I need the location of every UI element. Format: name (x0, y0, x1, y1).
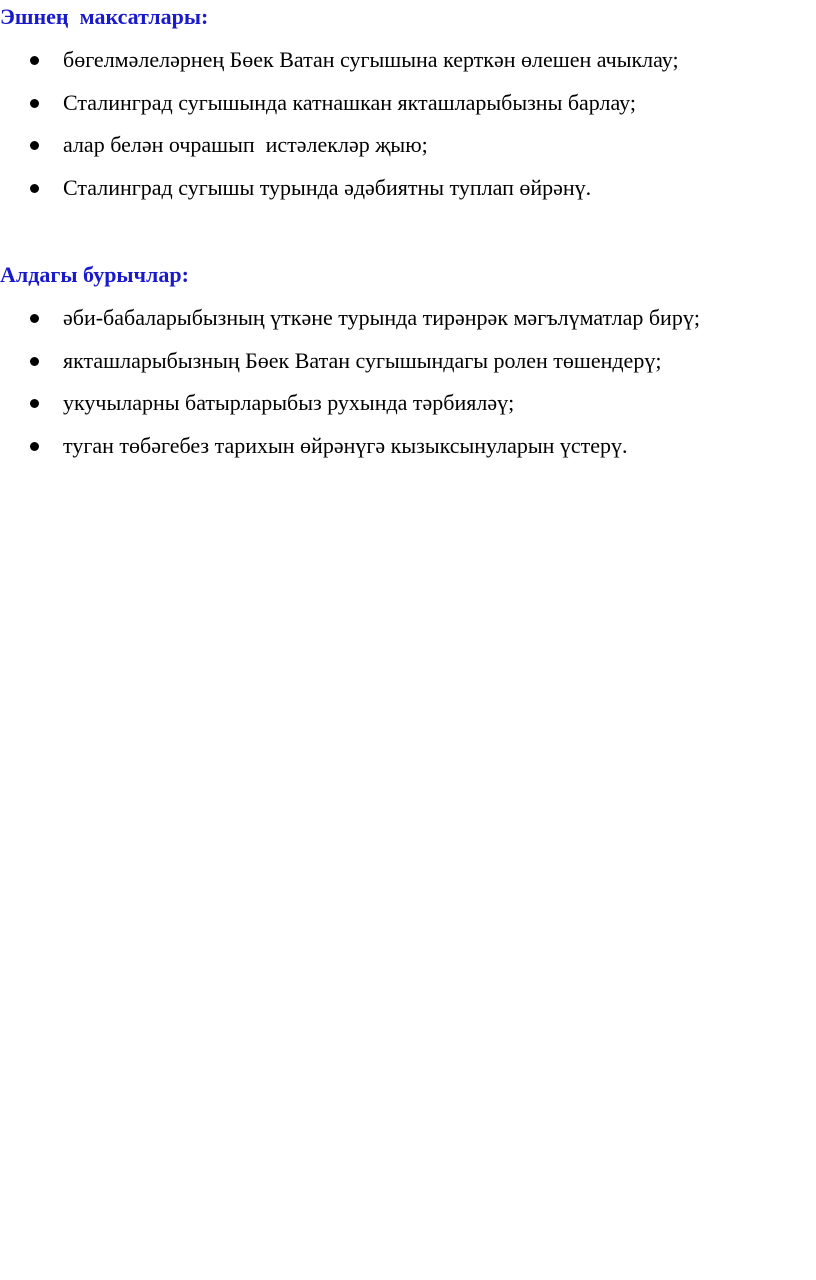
list-item-text: әби-бабаларыбызның үткәне турында тирәнрәк мәгълүматлар бирү; (63, 305, 700, 330)
goals-heading: Эшнең максатлары: (0, 4, 209, 29)
list-item (0, 47, 679, 90)
bullet-icon (30, 99, 39, 108)
list-item-text: бөгелмәлеләрнең Бөек Ватан сугышына керткән өлешен ачыклау; (63, 47, 679, 72)
bullet-icon (30, 141, 39, 150)
bullet-icon (30, 56, 39, 65)
bullet-icon (30, 442, 39, 451)
tasks-list (0, 305, 700, 475)
list-item-text: якташларыбызның Бөек Ватан сугышындагы ролен төшендерү; (63, 347, 662, 373)
list-item-text: алар белән очрашып истәлекләр җыю; (63, 132, 428, 157)
list-item (0, 174, 592, 218)
list-item-text: туган төбәгебез тарихын өйрәнүгә кызыксынуларын үстерү. (63, 432, 628, 458)
bullet-icon (30, 184, 39, 193)
bullet-icon (30, 399, 39, 408)
goals-list (0, 47, 679, 217)
list-item (0, 432, 628, 476)
bullet-icon (30, 357, 39, 366)
tasks-heading: Алдагы бурычлар: (0, 262, 189, 287)
list-item (0, 305, 700, 348)
list-item-text: Сталинград сугышында катнашкан якташларыбызны барлау; (63, 89, 636, 115)
bullet-icon (30, 314, 39, 323)
list-item (0, 390, 515, 433)
list-item (0, 347, 662, 391)
list-item (0, 132, 428, 175)
list-item-text: Сталинград сугышы турында әдәбиятны туплап өйрәнү. (63, 174, 592, 200)
list-item-text: укучыларны батырларыбыз рухында тәрбияләү; (63, 390, 515, 415)
list-item (0, 89, 636, 133)
